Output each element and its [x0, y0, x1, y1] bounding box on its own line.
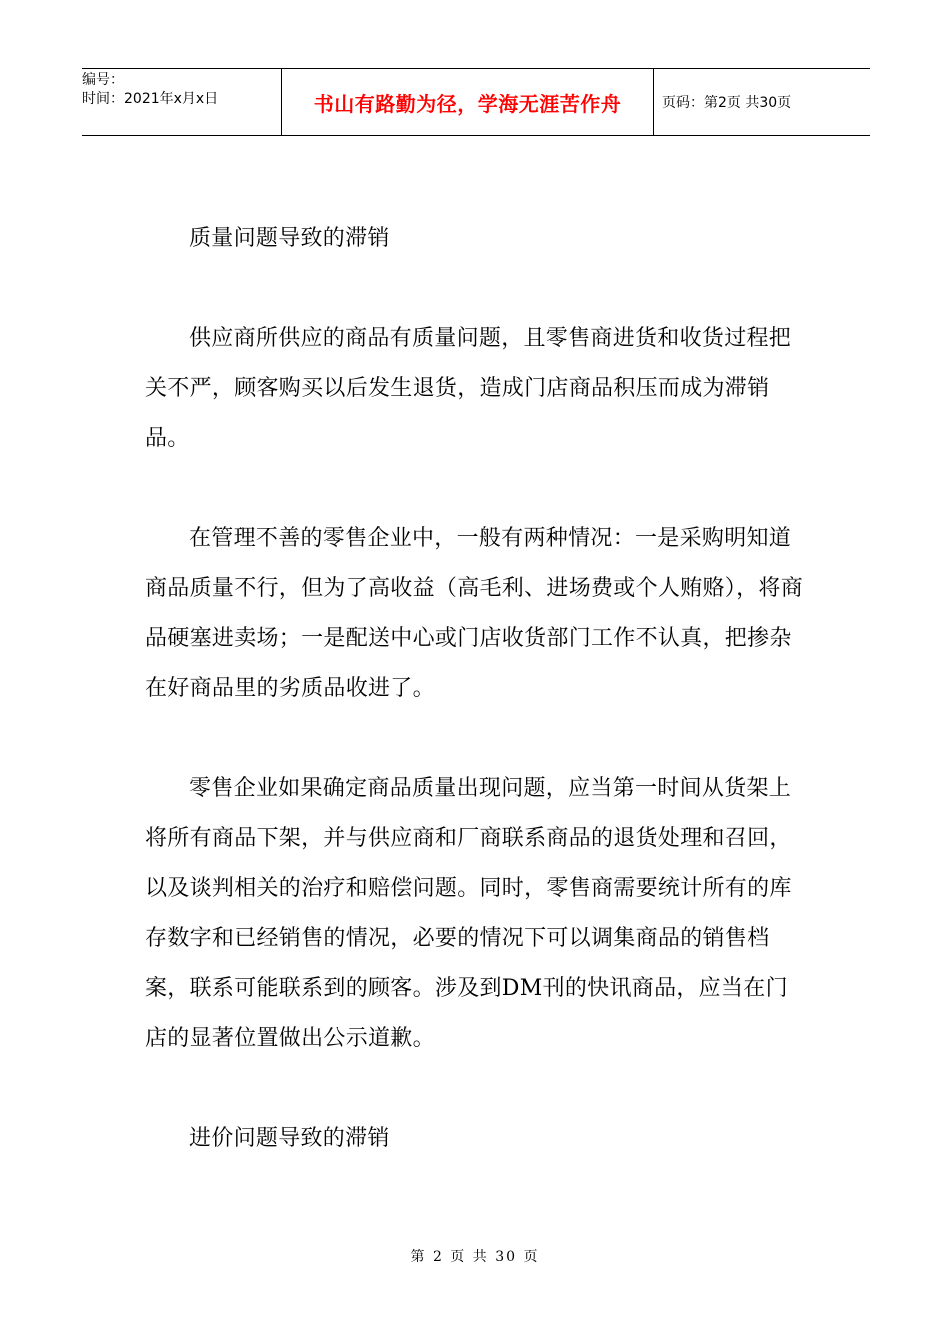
section-heading-price: 进价问题导致的滞销 [189, 1126, 390, 1151]
header-motto-cell [282, 69, 654, 135]
header-page-info [654, 69, 870, 135]
paragraph: 供应商所供应的商品有质量问题，且零售商进货和收货过程把关不严，顾客购买以后发生退货，造成门店商品积压而成为滞销品。 [145, 326, 792, 451]
paragraph: 零售企业如果确定商品质量出现问题，应当第一时间从货架上将所有商品下架，并与供应商和厂商联系商品的退货处理和召回，以及谈判相关的治疗和赔偿问题。同时，零售商需要统计所有的库存数字和已经销售的情况，必要的情况下可以调集商品的销售档案，联系可能联系到的顾客。涉及到DM刊的快讯商品，应当在门店的显著位置做出公示道歉。 [145, 776, 792, 1051]
page-header [82, 68, 870, 136]
motto-text: 书山有路勤为径，学海无涯苦作舟 [313, 91, 622, 116]
document-body [145, 214, 807, 1164]
paragraph: 在管理不善的零售企业中，一般有两种情况：一是采购明知道商品质量不行，但为了高收益（高毛利、进场费或个人贿赂），将商品硬塞进卖场；一是配送中心或门店收货部门工作不认真，把掺杂在好商品里的劣质品收进了。 [145, 526, 804, 701]
date-label: 时间：2021年x月x日 [82, 91, 219, 107]
header-meta [82, 69, 282, 135]
page-info-text: 页码：第2页 共30页 [662, 95, 792, 111]
doc-number-label: 编号： [82, 72, 124, 88]
section-heading-quality: 质量问题导致的滞销 [189, 226, 390, 251]
page-footer: 第 2 页 共 30 页 [410, 1249, 540, 1265]
